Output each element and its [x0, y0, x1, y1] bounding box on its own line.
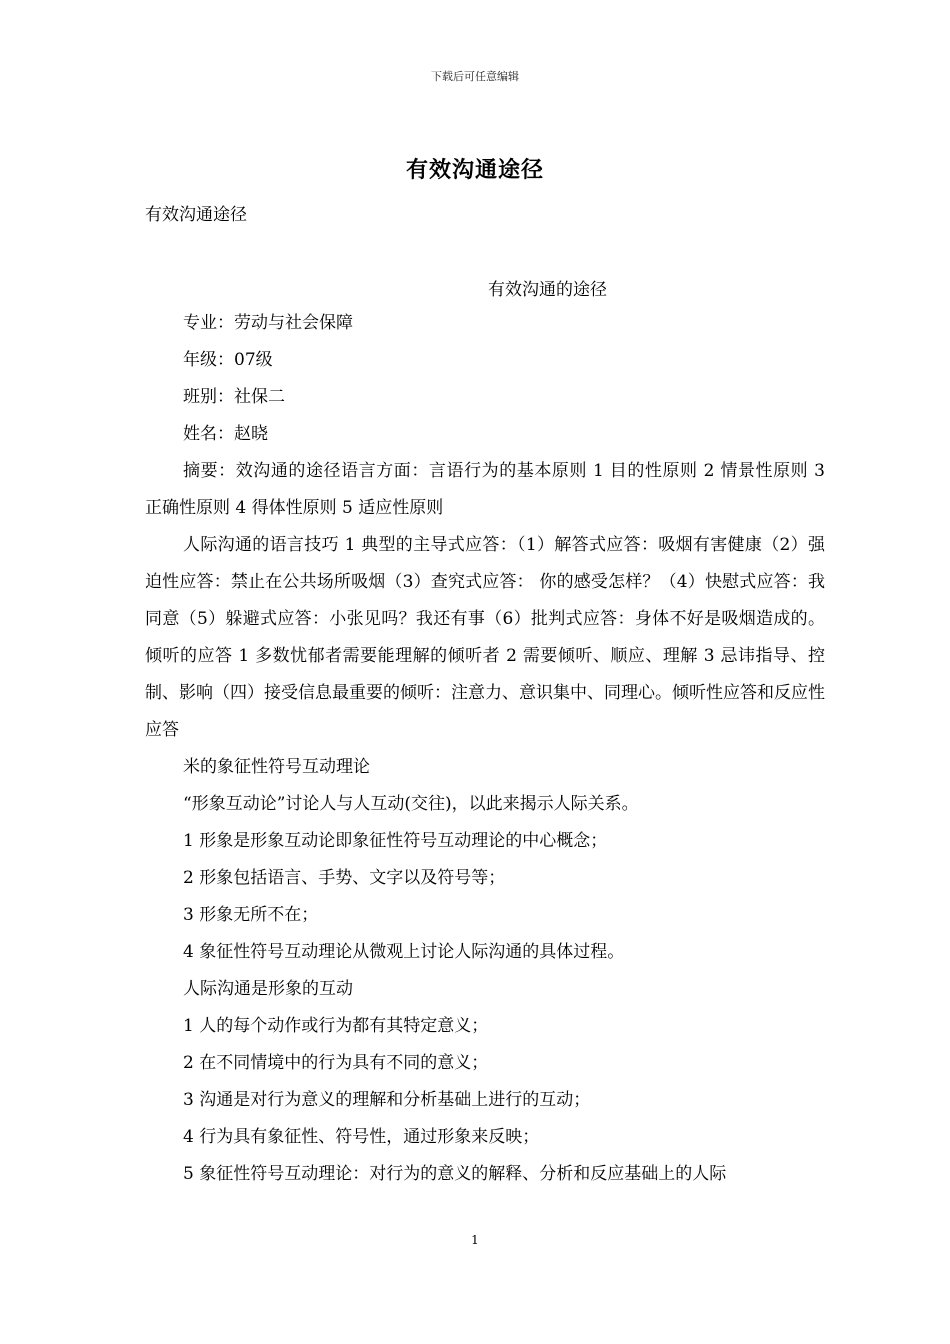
- document-title: 有效沟通途径: [405, 157, 544, 183]
- list-item: 1 人的每个动作或行为都有其特定意义；: [183, 1016, 489, 1036]
- list-item: 4 象征性符号互动理论从微观上讨论人际沟通的具体过程。: [183, 942, 625, 962]
- list-item: 1 形象是形象互动论即象征性符号互动理论的中心概念；: [183, 831, 608, 851]
- list-item: 2 在不同情境中的行为具有不同的意义；: [183, 1053, 489, 1073]
- list-item: 3 沟通是对行为意义的理解和分析基础上进行的互动；: [183, 1090, 591, 1110]
- paragraph-abstract: 摘要：效沟通的途径语言方面：言语行为的基本原则 1 目的性原则 2 情景性原则 3 正确性原则 4 得体性原则 5 适应性原则: [145, 461, 825, 518]
- list-item: 4 行为具有象征性、符号性，通过形象来反映；: [183, 1127, 540, 1147]
- list-item: 3 形象无所不在；: [183, 905, 319, 925]
- section-heading: 有效沟通的途径: [488, 280, 607, 300]
- list-item: 2 形象包括语言、手势、文字以及符号等；: [183, 868, 506, 888]
- paragraph-language-skills: 人际沟通的语言技巧 1 典型的主导式应答：（1）解答式应答：吸烟有害健康（2）强迫性应答：禁止在公共场所吸烟（3）查究式应答： 你的感受怎样？（4）快慰式应答：我同意（5）躲避式应答：小张见吗？我还有事（6）批判式应答：身体不好是吸烟造成的。倾听的应答 1 多数忧郁者需要能理解的倾听者 2 需要倾听、顺应、理解 3 忌讳指导、控制、影响（四）接受信息最重要的倾听：注意力、意识集中、同理心。倾听性应答和反应性应答: [145, 535, 825, 740]
- page-number: 1: [471, 1233, 479, 1247]
- paragraph-major: 专业：劳动与社会保障: [183, 313, 353, 333]
- list-item: 5 象征性符号互动理论：对行为的意义的解释、分析和反应基础上的人际: [183, 1164, 727, 1184]
- header-note: 下载后可任意编辑: [431, 70, 519, 83]
- paragraph-communication-heading: 人际沟通是形象的互动: [183, 979, 353, 999]
- paragraph-name: 姓名：赵晓: [183, 424, 268, 444]
- paragraph-image-interaction: “形象互动论”讨论人与人互动(交往)，以此来揭示人际关系。: [183, 794, 639, 814]
- paragraph-class: 班别：社保二: [183, 387, 285, 407]
- document-subtitle: 有效沟通途径: [145, 205, 247, 225]
- paragraph-symbolic-theory-heading: 米的象征性符号互动理论: [183, 757, 370, 777]
- paragraph-grade: 年级：07级: [183, 350, 273, 370]
- document-body: [145, 305, 825, 1193]
